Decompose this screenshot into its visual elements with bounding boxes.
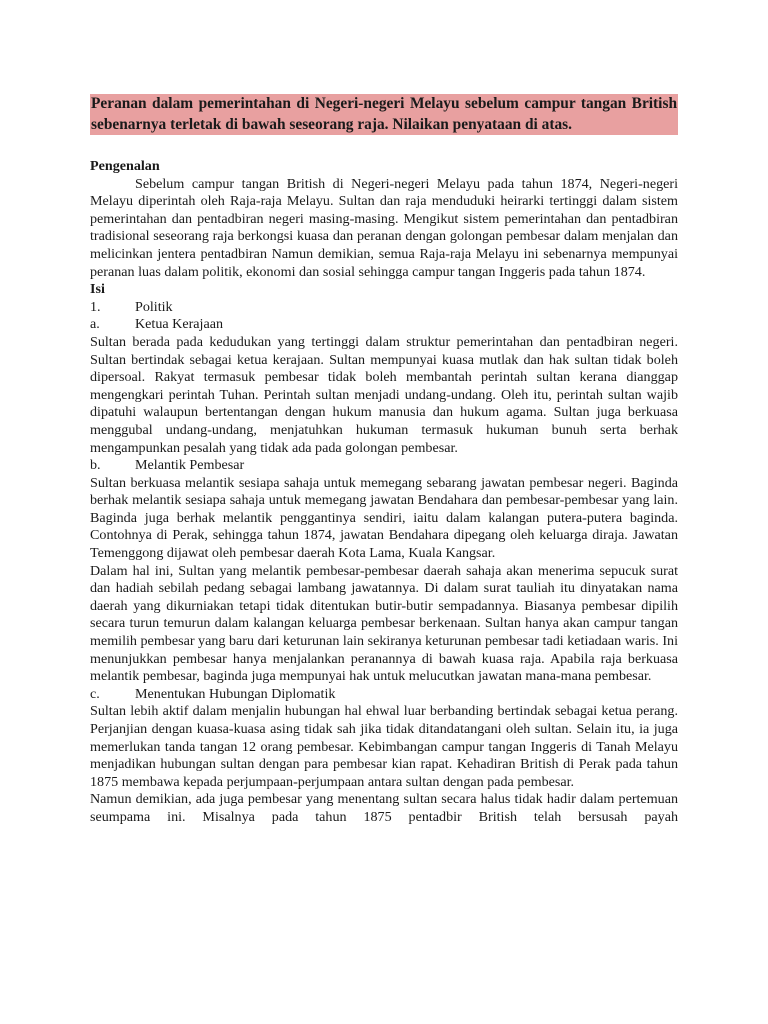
subsection-label: Melantik Pembesar xyxy=(135,457,245,474)
subsection-melantik-pembesar xyxy=(90,457,678,475)
subsection-label: Menentukan Hubungan Diplomatik xyxy=(135,685,336,702)
section-label: Politik xyxy=(135,298,173,315)
section-number: 1. xyxy=(90,298,101,315)
section-politik xyxy=(90,299,678,317)
subsection-letter: c. xyxy=(90,685,100,702)
pengenalan-paragraph: Sebelum campur tangan British di Negeri-negeri Melayu pada tahun 1874, Negeri-negeri Melayu diperintah oleh Raja-raja Melayu. Sultan dan raja menduduki heirarki tertinggi dalam sistem pemerintahan dan pentadbiran negeri masing-masing. Mengikut sistem pemerintahan dan pentadbiran tradisional seseorang raja berkongsi kuasa dan peranan dengan golongan pembesar dalam menjalan dan melicinkan jentera pentadbiran Namun demikian, semua Raja-raja Melayu ini sebenarnya mempunyai peranan luas dalam politik, ekonomi dan sosial sehingga campur tangan Inggeris pada tahun 1874. xyxy=(90,175,678,280)
essay-question-title: Peranan dalam pemerintahan di Negeri-negeri Melayu sebelum campur tangan British sebenarnya terletak di bawah seseorang raja. Nilaikan penyataan di atas. xyxy=(90,94,678,135)
heading-pengenalan: Pengenalan xyxy=(90,158,160,174)
melantik-pembesar-paragraph-1: Sultan berkuasa melantik sesiapa sahaja untuk memegang sebarang jawatan pembesar negeri. Baginda berhak melantik sesiapa sahaja untuk memegang jawatan Bendahara dan pembesar-pembesar yang lain. Baginda juga berhak melantik penggantinya sendiri, iaitu dalam kalangan putera-putera baginda. Contohnya di Perak, sehingga tahun 1874, jawatan Bendahara dipegang oleh keluarga diraja. Jawatan Temenggong dijawat oleh pembesar daerah Kota Lama, Kuala Kangsar. xyxy=(90,474,678,562)
melantik-pembesar-paragraph-2: Dalam hal ini, Sultan yang melantik pembesar-pembesar daerah sahaja akan menerima sepucuk surat dan hadiah sebilah pedang sebagai lambang jawatannya. Di dalam surat tauliah itu dinyatakan nama daerah yang dikurniakan tetapi tidak ditentukan butir-butir sempadannya. Biasanya pembesar dipilih secara turun temurun dalam kalangan keluarga pembesar berkenaan. Sultan hanya akan campur tangan memilih pembesar yang baru dari keturunan lain sekiranya keturunan pembesar tadi ketiadaan waris. Ini menunjukkan pembesar hanya menjalankan peranannya di bawah kuasa raja. Apabila raja berkuasa melantik pembesar, baginda juga mempunyai hak untuk melucutkan jawatan mana-mana pembesar. xyxy=(90,562,678,685)
subsection-letter: b. xyxy=(90,457,101,474)
hubungan-diplomatik-paragraph-1: Sultan lebih aktif dalam menjalin hubungan hal ehwal luar berbanding bertindak sebagai ketua perang. Perjanjian dengan kuasa-kuasa asing tidak sah jika tidak ditandatangani oleh sultan. Selain itu, ia juga memerlukan tanda tangan 12 orang pembesar. Kebimbangan campur tangan Inggeris di Tanah Melayu menjadikan hubungan sultan dengan para pembesar kian rapat. Kehadiran British di Perak pada tahun 1875 membawa kepada perjumpaan-perjumpaan antara sultan dengan pada pembesar. xyxy=(90,703,678,790)
subsection-label: Ketua Kerajaan xyxy=(135,316,224,333)
hubungan-diplomatik-paragraph-2: Namun demikian, ada juga pembesar yang menentang sultan secara halus tidak hadir dalam pertemuan seumpama ini. Misalnya pada tahun 1875 pentadbir British telah bersusah payah xyxy=(90,791,678,825)
page-cutoff xyxy=(90,791,678,828)
ketua-kerajaan-paragraph: Sultan berada pada kedudukan yang tertinggi dalam struktur pemerintahan dan pentadbiran negeri. Sultan bertindak sebagai ketua kerajaan. Sultan mempunyai kuasa mutlak dan hak sultan tidak boleh dipersoal. Rakyat termasuk pembesar tidak boleh membantah perintah sultan kerana dianggap mengengkari perintah Tuhan. Perintah sultan menjadi undang-undang. Oleh itu, perintah sultan wajib dipatuhi walaupun bertentangan dengan hukum manusia dan hukum agama. Sultan juga berkuasa menggubal undang-undang, menjatuhkan hukuman termasuk hukuman bunuh serta berhak mengampunkan pesalah yang tidak ada pada golongan pembesar. xyxy=(90,333,678,456)
heading-isi: Isi xyxy=(90,281,105,298)
subsection-letter: a. xyxy=(90,316,100,333)
subsection-hubungan-diplomatik xyxy=(90,686,678,704)
document-page xyxy=(90,94,678,828)
subsection-ketua-kerajaan xyxy=(90,316,678,334)
